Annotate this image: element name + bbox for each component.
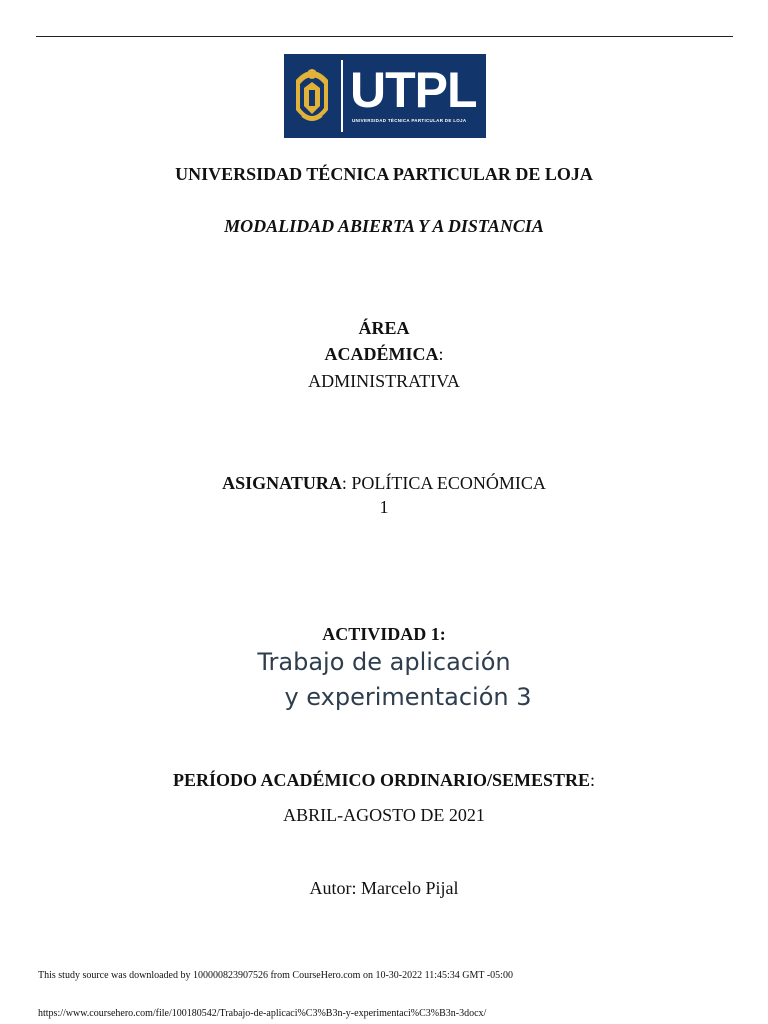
activity-title-line1: Trabajo de aplicación [257,648,511,676]
utpl-logo [284,54,486,138]
modality: MODALIDAD ABIERTA Y A DISTANCIA [224,216,544,236]
subject-number: 1 [379,497,389,517]
university-name: UNIVERSIDAD TÉCNICA PARTICULAR DE LOJA [175,164,593,184]
logo-wordmark: UTPL [350,62,477,118]
activity-label-text: ACTIVIDAD 1: [322,624,446,644]
top-rule [36,36,733,37]
area-value: ADMINISTRATIVA [308,371,460,391]
activity-title-line2-text: y experimentación 3 [284,683,532,711]
download-note: This study source was downloaded by 100000823907526 from CourseHero.com on 10-30-2022 11:45:34 GMT -05:00 [38,970,513,981]
area-academic-label: ACADÉMICA [324,344,439,364]
period-label: PERÍODO ACADÉMICO ORDINARIO/SEMESTRE [172,770,591,790]
source-url[interactable]: https://www.coursehero.com/file/100180542/Trabajo-de-aplicaci%C3%B3n-y-experimentaci%C3%B3n-3docx/ [38,1008,487,1019]
area-heading: ÁREA [358,318,410,338]
logo-tagline: UNIVERSIDAD TÉCNICA PARTICULAR DE LOJA [352,118,467,123]
activity-title-line2 [0,683,768,711]
logo-divider [341,60,343,132]
subject [0,473,768,494]
university-seal-icon [288,58,336,134]
period-dates: ABRIL-AGOSTO DE 2021 [283,805,485,825]
period [0,770,768,791]
area-academic [0,344,768,365]
subject-label: ASIGNATURA [222,473,342,493]
author: Autor: Marcelo Pijal [309,878,459,898]
activity-label [0,624,768,645]
subject-value: : POLÍTICA ECONÓMICA [341,473,546,493]
area-academic-sep: : [438,344,444,364]
period-sep: : [590,770,596,790]
